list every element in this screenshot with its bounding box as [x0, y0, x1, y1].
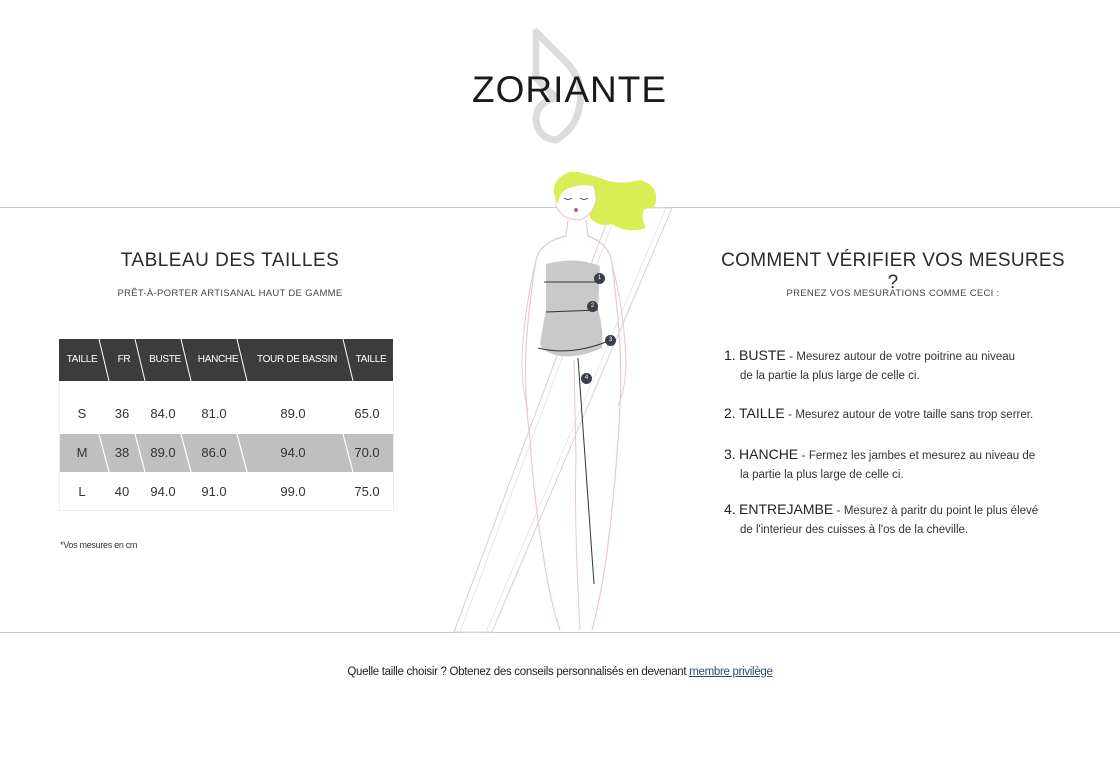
cell: 99.0 [280, 484, 306, 499]
step-text-line2: la partie la plus large de celle ci. [740, 469, 904, 481]
marker-buste: 1 [594, 273, 605, 284]
step-text-line1: Mesurez à paritr du point le plus élevé [843, 505, 1039, 517]
step-text-line1: Mesurez autour de votre taille sans trop serrer. [795, 409, 1034, 421]
cell: 94.0 [280, 445, 306, 460]
th-tour-de-bassin: TOUR DE BASSIN [256, 354, 338, 365]
step-heading: ENTREJAMBE [739, 501, 834, 517]
step-heading: TAILLE [739, 405, 785, 421]
step-separator: - [836, 503, 841, 517]
size-chart-title: TABLEAU DES TAILLES [120, 250, 340, 271]
step-text-line1: Fermez les jambes et mesurez au niveau de [808, 450, 1036, 462]
cell: 81.0 [201, 406, 227, 421]
cell: L [78, 484, 86, 499]
cell: 86.0 [201, 445, 227, 460]
cell: 84.0 [150, 406, 176, 421]
cell: M [76, 445, 88, 460]
step-separator: - [788, 407, 793, 421]
cell: 36 [114, 406, 130, 421]
footer-text: Quelle taille choisir ? Obtenez des conseils personnalisés en devenant [347, 666, 690, 678]
cell: S [77, 406, 87, 421]
step-text-line2: de l'interieur des cuisses à l'os de la cheville. [740, 524, 969, 536]
marker-entrejambe: 4 [581, 373, 592, 384]
size-table [59, 339, 393, 511]
cell: 89.0 [280, 406, 306, 421]
step-text-line2: de la partie la plus large de celle ci. [740, 370, 920, 382]
measure-guide-subtitle: PRENEZ VOS MESURATIONS COMME CECI : [786, 288, 1000, 299]
cell: 94.0 [150, 484, 176, 499]
step-heading: HANCHE [739, 446, 799, 462]
th-buste: BUSTE [149, 354, 181, 365]
marker-taille: 2 [587, 301, 598, 312]
cell: 70.0 [354, 445, 380, 460]
th-taille: TAILLE [66, 354, 98, 365]
step-hanche [724, 445, 1069, 485]
step-number: 2. [724, 405, 736, 421]
cell: 91.0 [201, 484, 227, 499]
step-buste [724, 346, 1069, 386]
measure-guide-title: COMMENT VÉRIFIER VOS MESURES ? [721, 250, 1065, 293]
footer-message [0, 666, 1120, 678]
marker-hanche: 3 [605, 335, 616, 346]
brand-logo[interactable]: ZORIANTE [472, 69, 668, 110]
table-diagonal-dividers [59, 339, 393, 511]
step-number: 1. [724, 347, 736, 363]
size-chart-subtitle: PRÊT-À-PORTER ARTISANAL HAUT DE GAMME [117, 288, 343, 299]
cell: 75.0 [354, 484, 380, 499]
step-separator: - [789, 349, 794, 363]
th-hanche: HANCHE [197, 354, 239, 365]
th-fr: FR [117, 354, 131, 365]
step-separator: - [801, 448, 806, 462]
step-text-line1: Mesurez autour de votre poitrine au niveau [796, 351, 1016, 363]
step-taille [724, 404, 1069, 425]
cell: 65.0 [354, 406, 380, 421]
cell: 40 [114, 484, 130, 499]
step-number: 4. [724, 501, 736, 517]
measurement-note: *Vos mesures en cm [60, 540, 138, 550]
cell: 89.0 [150, 445, 176, 460]
th-taille-2: TAILLE [355, 354, 387, 365]
step-heading: BUSTE [739, 347, 786, 363]
step-entrejambe [724, 500, 1069, 540]
step-number: 3. [724, 446, 736, 462]
membership-link[interactable]: membre privilège [689, 666, 773, 678]
cell: 38 [114, 445, 130, 460]
model-illustration [440, 160, 690, 650]
